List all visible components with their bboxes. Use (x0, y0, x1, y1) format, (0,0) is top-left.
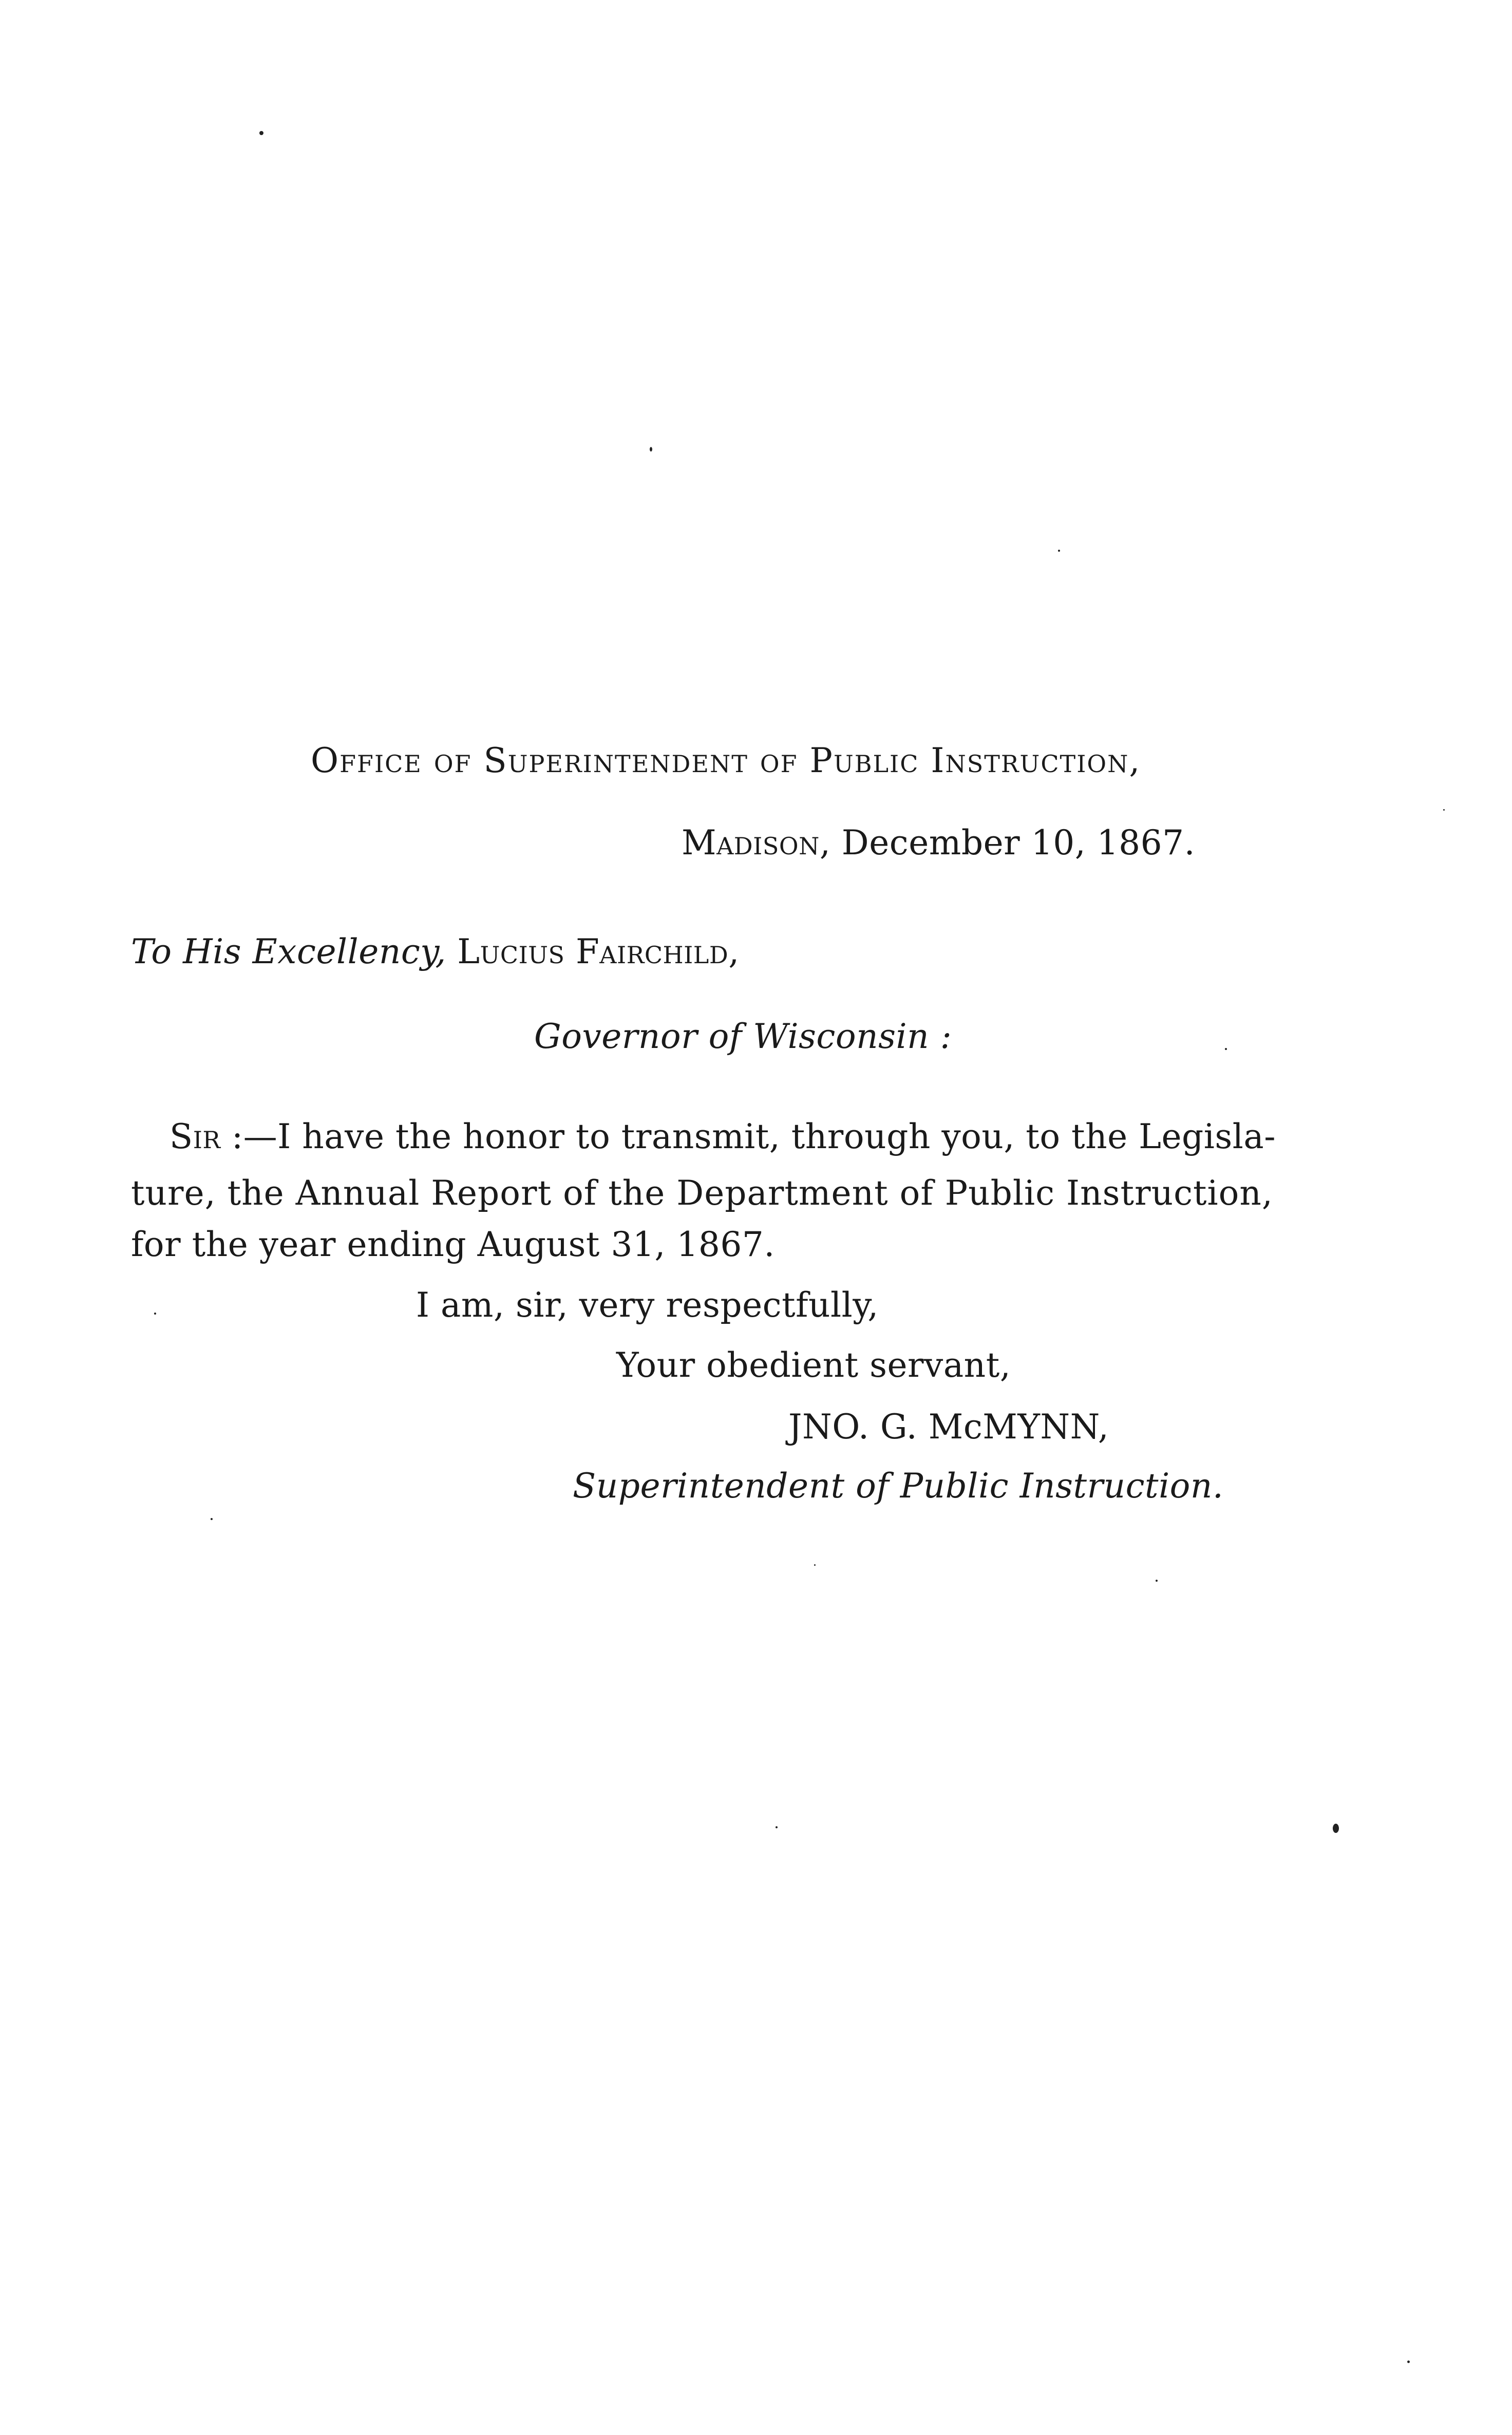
salutation-line (131, 932, 740, 971)
salutation-prefix: To His Excellency, (131, 932, 446, 971)
scan-speck (776, 1826, 778, 1828)
scan-speck (1333, 1824, 1339, 1833)
scan-speck (259, 131, 263, 135)
office-heading: Office of Superintendent of Public Instruction, (311, 741, 1141, 780)
scan-speck (154, 1313, 156, 1315)
body-paragraph-line-1 (169, 1117, 1276, 1156)
body-paragraph-line-3: for the year ending August 31, 1867. (131, 1225, 775, 1264)
body-paragraph-line-2: ture, the Annual Report of the Department of Public Instruction, (131, 1173, 1273, 1213)
place-date-line (682, 823, 1196, 863)
signer-title: Superintendent of Public Instruction. (573, 1466, 1224, 1506)
scan-speck (1407, 2361, 1410, 2363)
scan-speck (1443, 809, 1445, 811)
scan-speck (1156, 1580, 1158, 1582)
scan-speck (211, 1518, 213, 1520)
closing-line: I am, sir, very respectfully, (416, 1285, 879, 1325)
scan-speck (1058, 550, 1060, 552)
scan-speck (814, 1564, 816, 1566)
place-name: Madison (682, 823, 820, 863)
sir-address: Sir (169, 1117, 221, 1156)
letter-date: , December 10, 1867. (819, 823, 1196, 863)
body-text-1: :—I have the honor to transmit, through you, to the Legisla- (220, 1117, 1276, 1156)
scan-speck (1225, 1048, 1227, 1050)
signer-name: JNO. G. McMYNN, (788, 1407, 1109, 1447)
addressee-title: Governor of Wisconsin : (534, 1017, 952, 1056)
scan-speck (650, 447, 652, 452)
addressee-name: Lucius Fairchild, (457, 932, 740, 971)
servant-line: Your obedient servant, (616, 1345, 1011, 1385)
